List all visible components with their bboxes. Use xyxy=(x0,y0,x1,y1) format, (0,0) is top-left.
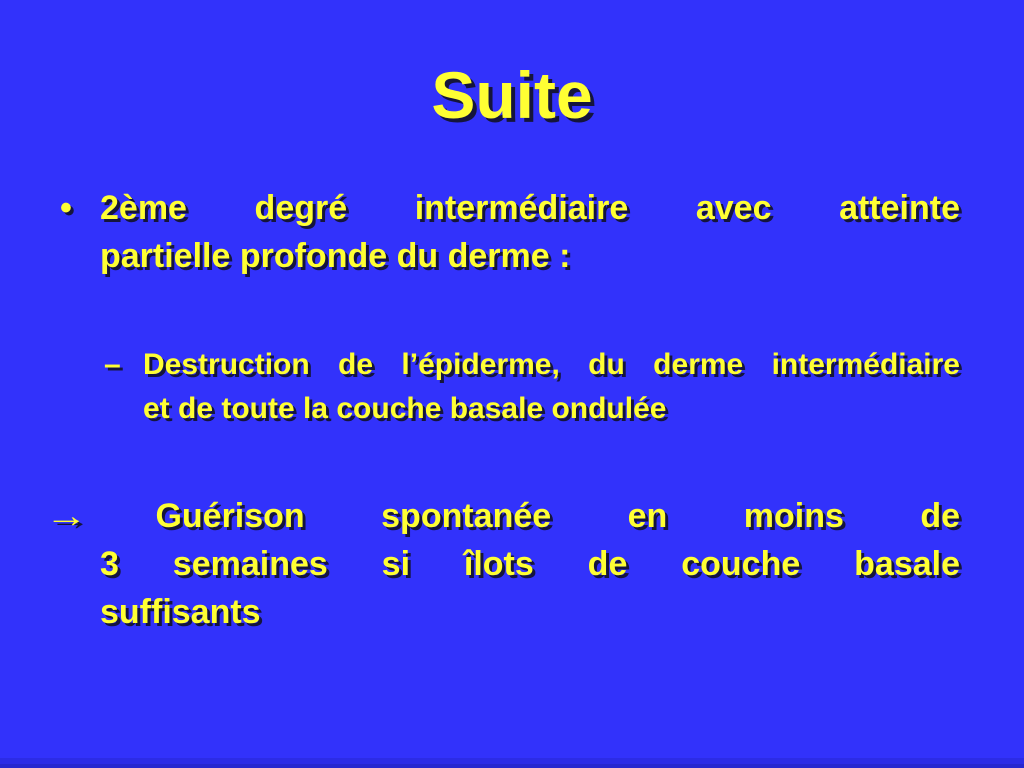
slide-title: Suite xyxy=(431,58,593,132)
conclusion-line-1-text: Guérison spontanée en moins de xyxy=(155,497,960,535)
sub-bullet-line-1: Destruction de l’épiderme, du derme intermédiaire xyxy=(143,348,960,381)
dash-marker-icon: – xyxy=(104,348,121,381)
bullet-dot-icon: • xyxy=(60,189,72,227)
sub-bullet-paragraph xyxy=(143,343,960,431)
sub-bullet-line-2: et de toute la couche basale ondulée xyxy=(143,392,667,425)
conclusion-paragraph xyxy=(45,492,960,636)
conclusion-line-1 xyxy=(45,492,960,540)
bullet-line-2: partielle profonde du derme : xyxy=(100,237,571,275)
conclusion-line-2: 3 semaines si îlots de couche basale xyxy=(100,545,960,583)
bullet-paragraph xyxy=(100,184,960,280)
conclusion-line-3: suffisants xyxy=(100,593,261,631)
right-arrow-icon: → xyxy=(45,497,88,535)
slide-bottom-edge-dark xyxy=(0,764,1024,768)
bullet-line-1: 2ème degré intermédiaire avec atteinte xyxy=(100,189,960,227)
